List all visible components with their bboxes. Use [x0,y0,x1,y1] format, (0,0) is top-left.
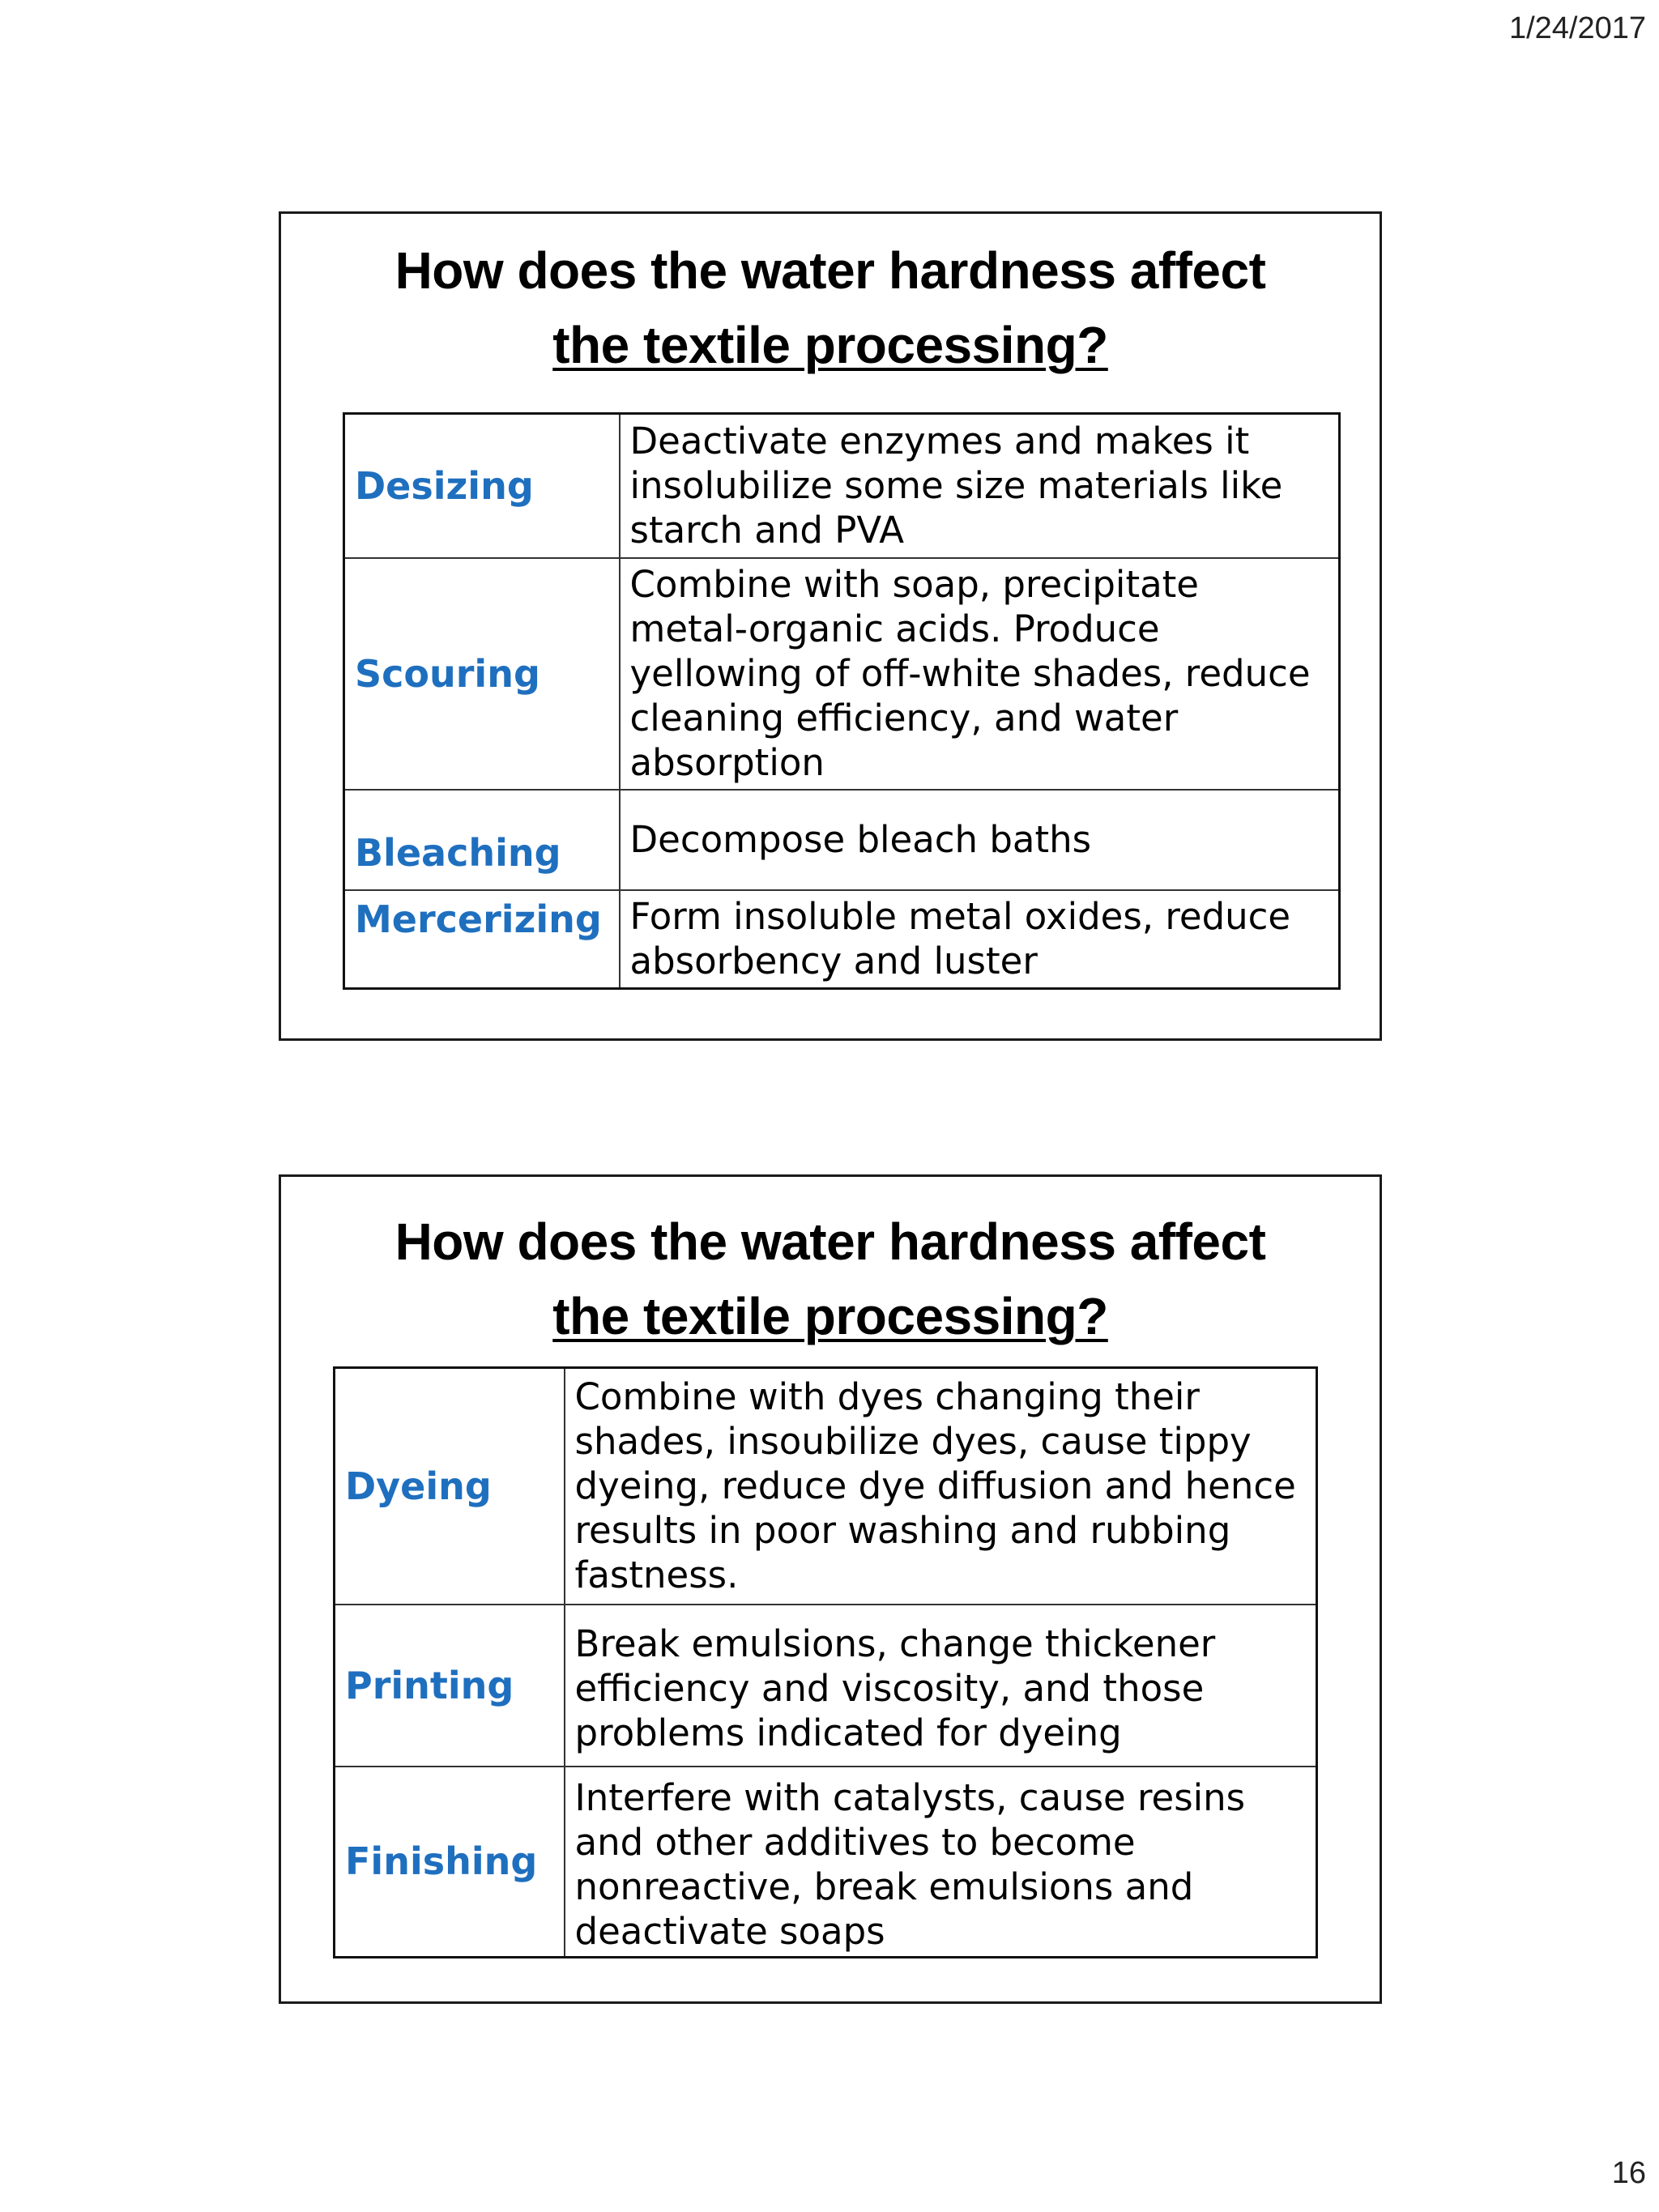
process-label: Finishing [335,1767,565,1958]
table-row [344,790,1340,890]
page-date: 1/24/2017 [1508,11,1646,45]
process-label: Bleaching [344,790,620,890]
slide-2 [279,1174,1382,2004]
effect-text: Decompose bleach baths [620,790,1340,890]
title-line-1: How does the water hardness affect [394,1213,1266,1271]
slide-title [281,1204,1380,1353]
process-label: Desizing [344,414,620,558]
effects-table [333,1366,1318,1958]
table-row [335,1368,1317,1605]
slide-title [281,233,1380,382]
effect-text: Combine with dyes changing their shades, insoubilize dyes, cause tippy dyeing, reduce dye diffusion and hence results in poor washing and rubbing fastness. [565,1368,1317,1605]
process-label: Printing [335,1605,565,1767]
table-row [344,414,1340,558]
effect-text: Interfere with catalysts, cause resins and other additives to become nonreactive, break emulsions and deactivate soaps [565,1767,1317,1958]
page-number: 16 [1611,2156,1646,2190]
effect-text: Break emulsions, change thickener efficiency and viscosity, and those problems indicated for dyeing [565,1605,1317,1767]
process-label: Mercerizing [344,890,620,989]
effects-table [343,412,1341,990]
effect-text: Combine with soap, precipitate metal-organic acids. Produce yellowing of off-white shades, reduce cleaning efficiency, and water absorption [620,558,1340,790]
table-row [344,558,1340,790]
process-label: Dyeing [335,1368,565,1605]
title-line-2: the textile processing? [552,316,1108,374]
effect-text: Form insoluble metal oxides, reduce absorbency and luster [620,890,1340,989]
effect-text: Deactivate enzymes and makes it insolubilize some size materials like starch and PVA [620,414,1340,558]
process-label: Scouring [344,558,620,790]
table-row [335,1767,1317,1958]
table-row [344,890,1340,989]
slide-1 [279,211,1382,1041]
title-line-1: How does the water hardness affect [394,241,1266,300]
table-row [335,1605,1317,1767]
title-line-2: the textile processing? [552,1287,1108,1345]
